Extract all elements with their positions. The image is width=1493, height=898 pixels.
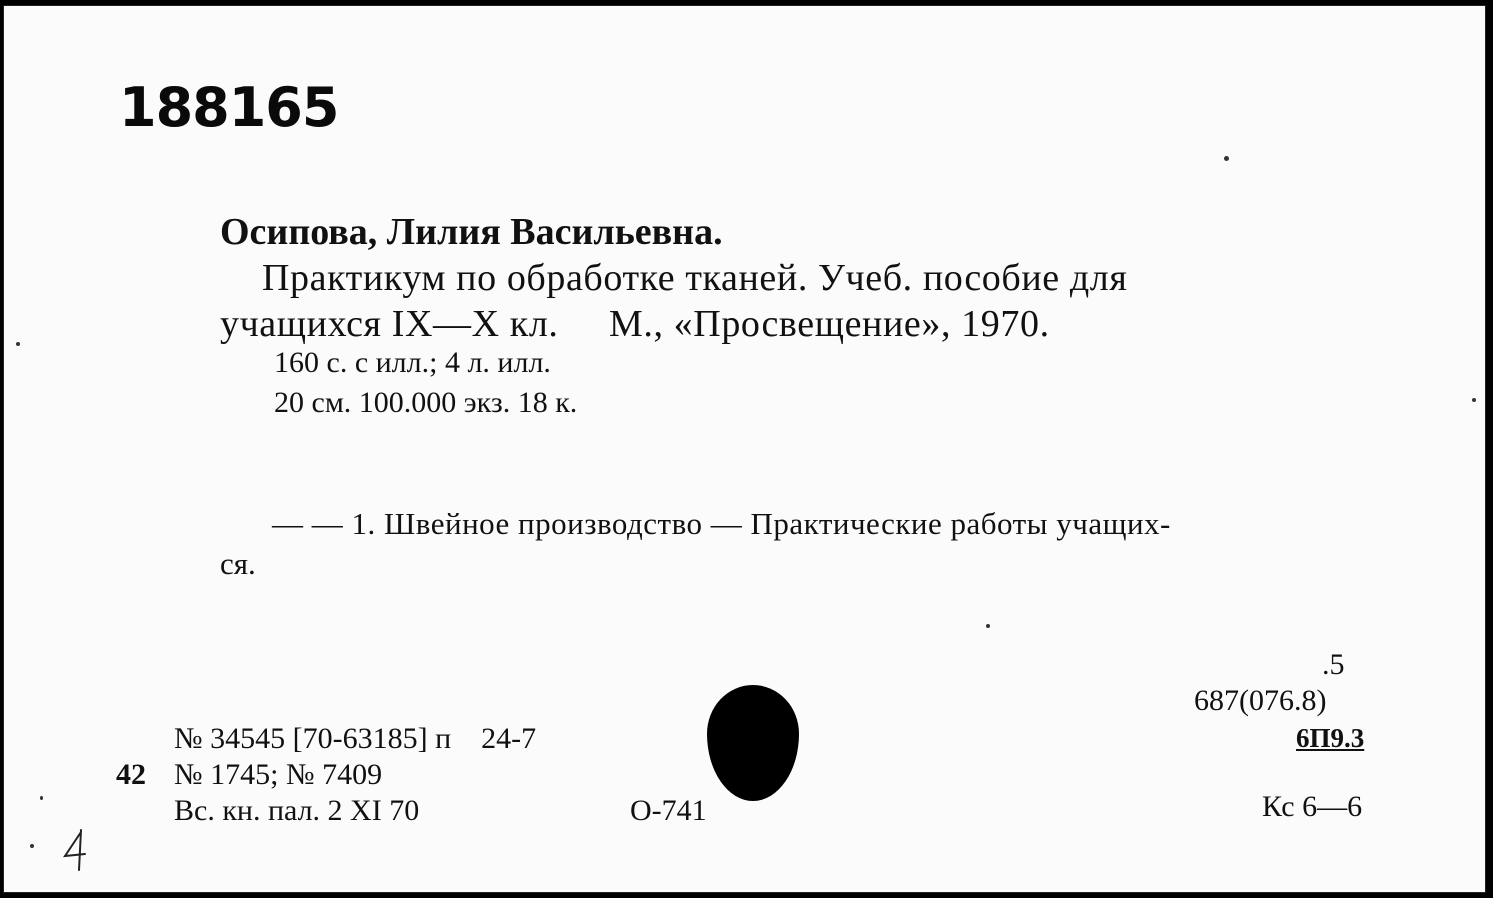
physical-description-line-2: 20 см. 100.000 экз. 18 к. [274, 386, 578, 419]
row2-numbers: № 1745; № 7409 [174, 758, 383, 791]
udc-superscript: .5 [1322, 648, 1345, 681]
speck [1224, 156, 1229, 161]
subject-heading-line-1: — — 1. Швейное производство — Практические работы учащих- [272, 506, 1171, 541]
udc-code: 687(076.8) [1194, 684, 1327, 717]
author-heading: Осипова, Лилия Васильевна. [220, 211, 723, 253]
order-number-line: № 34545 [70-63185] п 24-7 [174, 722, 537, 755]
kc-code: Кс 6—6 [1262, 790, 1363, 823]
punched-hole [707, 685, 799, 801]
speck [1472, 398, 1476, 402]
handwritten-inventory-number: 188165 [119, 76, 339, 139]
pencil-mark [59, 826, 93, 876]
catalog-card [3, 5, 1486, 893]
row2-prefix: 42 [116, 758, 146, 791]
bbk-code: 6П9.3 [1296, 723, 1365, 753]
speck [40, 796, 43, 800]
title-line-2: учащихся IX—X кл. М., «Просвещение», 1970. [220, 303, 1050, 345]
title-line-1: Практикум по обработке тканей. Учеб. пособие для [262, 257, 1128, 299]
chamber-date-line: Вс. кн. пал. 2 XI 70 [174, 794, 420, 827]
speck [16, 342, 20, 346]
author-sign-code: О-741 [630, 794, 707, 827]
speck [986, 624, 990, 628]
subject-heading-line-2: ся. [220, 546, 256, 581]
physical-description-line-1: 160 с. с илл.; 4 л. илл. [274, 346, 551, 379]
speck [30, 844, 34, 848]
